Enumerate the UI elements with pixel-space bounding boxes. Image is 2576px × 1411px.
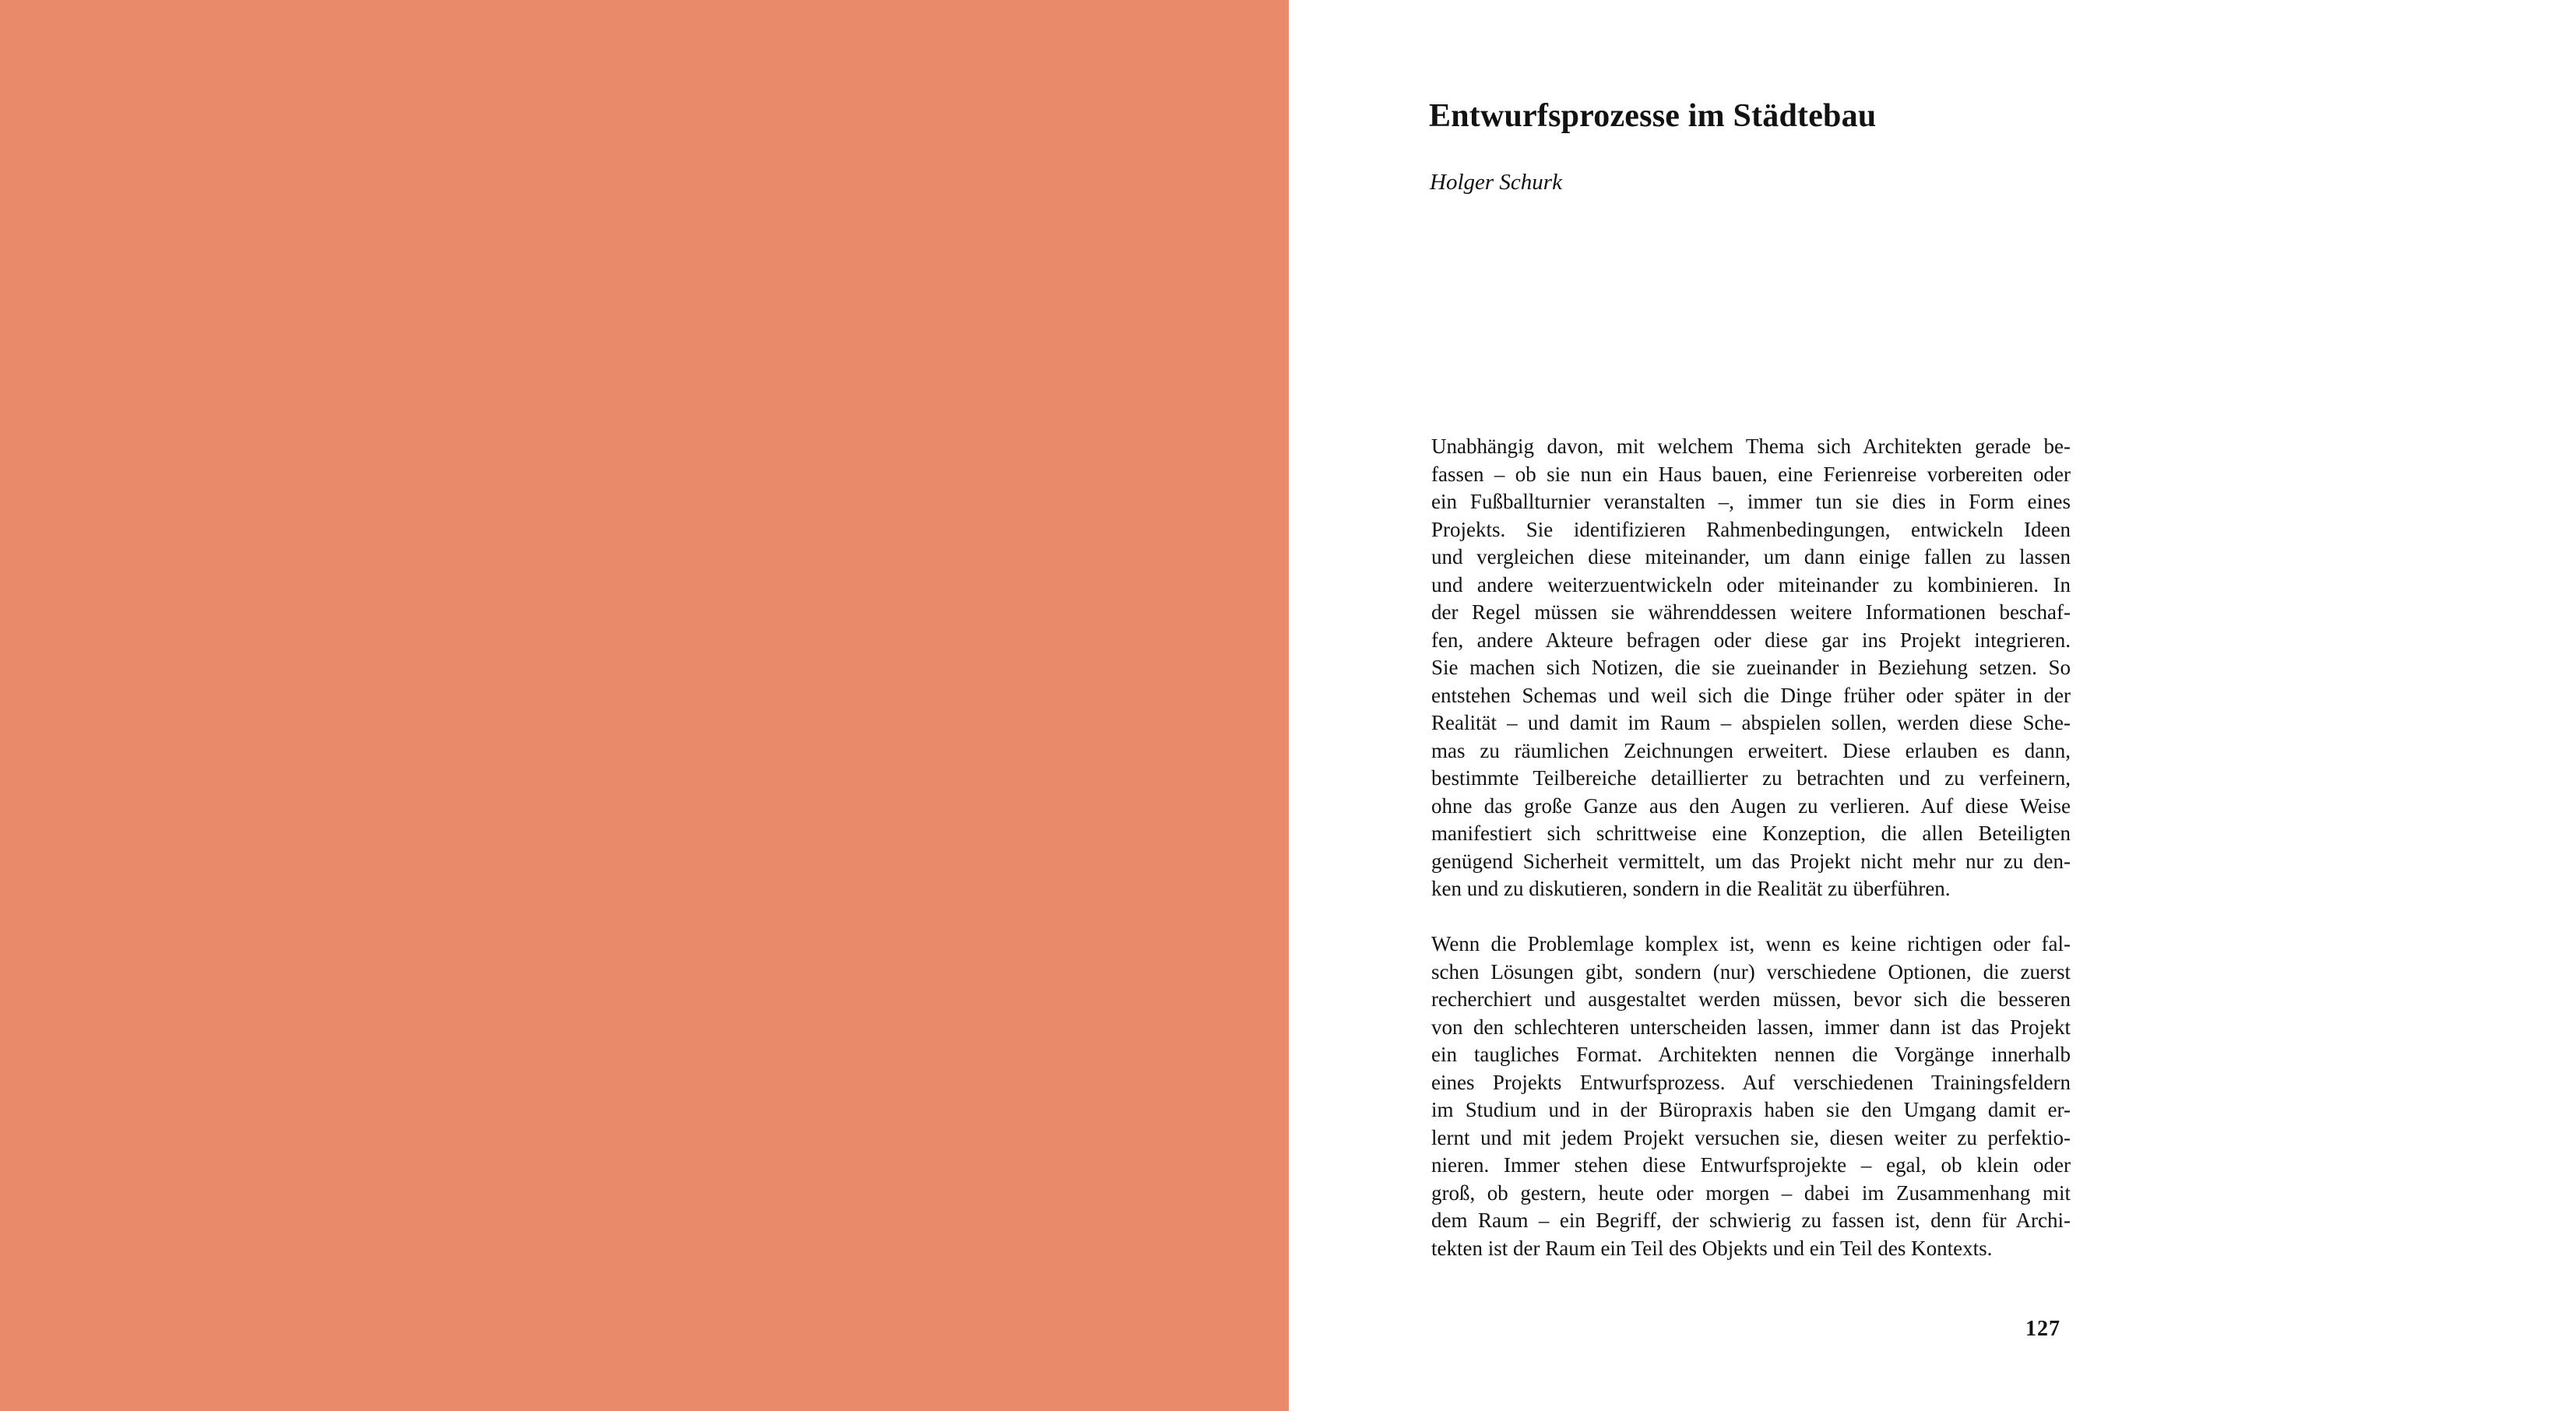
text-line: dem Raum – ein Begriff, der schwierig zu fassen ist, denn für Archi- [1431,1209,2071,1232]
text-line: tekten ist der Raum ein Teil des Objekts und ein Teil des Kontexts. [1431,1236,1993,1260]
text-line: fassen – ob sie nun ein Haus bauen, eine Ferienreise vorbereiten oder [1431,462,2071,486]
text-line: Realität – und damit im Raum – abspielen sollen, werden diese Sche- [1431,711,2071,734]
text-line: ein taugliches Format. Architekten nennen die Vorgänge innerhalb [1431,1043,2071,1066]
body-text [1431,433,2071,1262]
text-line: Sie machen sich Notizen, die sie zueinander in Beziehung setzen. So [1431,656,2071,679]
right-page [1289,0,2576,1411]
page-number: 127 [2025,1317,2060,1341]
text-line: eines Projekts Entwurfsprozess. Auf verschiedenen Trainingsfeldern [1431,1070,2071,1094]
paragraph [1431,433,2071,903]
text-line: mas zu räumlichen Zeichnungen erweitert. Diese erlauben es dann, [1431,738,2071,762]
text-line: von den schlechteren unterscheiden lassen, immer dann ist das Projekt [1431,1015,2071,1039]
paragraph [1431,931,2071,1262]
text-line: Unabhängig davon, mit welchem Thema sich Architekten gerade be- [1431,435,2071,458]
text-line: im Studium und in der Büropraxis haben sie den Umgang damit er- [1431,1098,2071,1121]
text-line: recherchiert und ausgestaltet werden müssen, bevor sich die besseren [1431,987,2071,1011]
article-title: Entwurfsprozesse im Städtebau [1429,98,1877,134]
text-line: lernt und mit jedem Projekt versuchen sie, diesen weiter zu perfektio- [1431,1125,2071,1149]
text-line: groß, ob gestern, heute oder morgen – dabei im Zusammenhang mit [1431,1181,2071,1205]
text-line: bestimmte Teilbereiche detaillierter zu betrachten und zu verfeinern, [1431,766,2071,790]
text-line: genügend Sicherheit vermittelt, um das Projekt nicht mehr nur zu den- [1431,849,2071,873]
text-line: der Regel müssen sie währenddessen weitere Informationen beschaf- [1431,600,2071,624]
text-line: manifestiert sich schrittweise eine Konzeption, die allen Beteiligten [1431,822,2071,845]
text-line: Projekts. Sie identifizieren Rahmenbedingungen, entwickeln Ideen [1431,517,2071,541]
text-line: ein Fußballturnier veranstalten –, immer tun sie dies in Form eines [1431,490,2071,513]
text-line: ohne das große Ganze aus den Augen zu verlieren. Auf diese Weise [1431,793,2071,818]
text-line: Wenn die Problemlage komplex ist, wenn es keine richtigen oder fal- [1431,932,2071,955]
article-author: Holger Schurk [1430,170,1562,195]
text-line: schen Lösungen gibt, sondern (nur) verschiedene Optionen, die zuerst [1431,959,2071,983]
text-line: und andere weiterzuentwickeln oder miteinander zu kombinieren. In [1431,572,2071,596]
text-line: nieren. Immer stehen diese Entwurfsprojekte – egal, ob klein oder [1431,1153,2071,1177]
text-line: entstehen Schemas und weil sich die Dinge früher oder später in der [1431,683,2071,707]
text-line: fen, andere Akteure befragen oder diese gar ins Projekt integrieren. [1431,628,2071,652]
text-line: und vergleichen diese miteinander, um dann einige fallen zu lassen [1431,545,2071,568]
text-line: ken und zu diskutieren, sondern in die Realität zu überführen. [1431,877,1951,900]
